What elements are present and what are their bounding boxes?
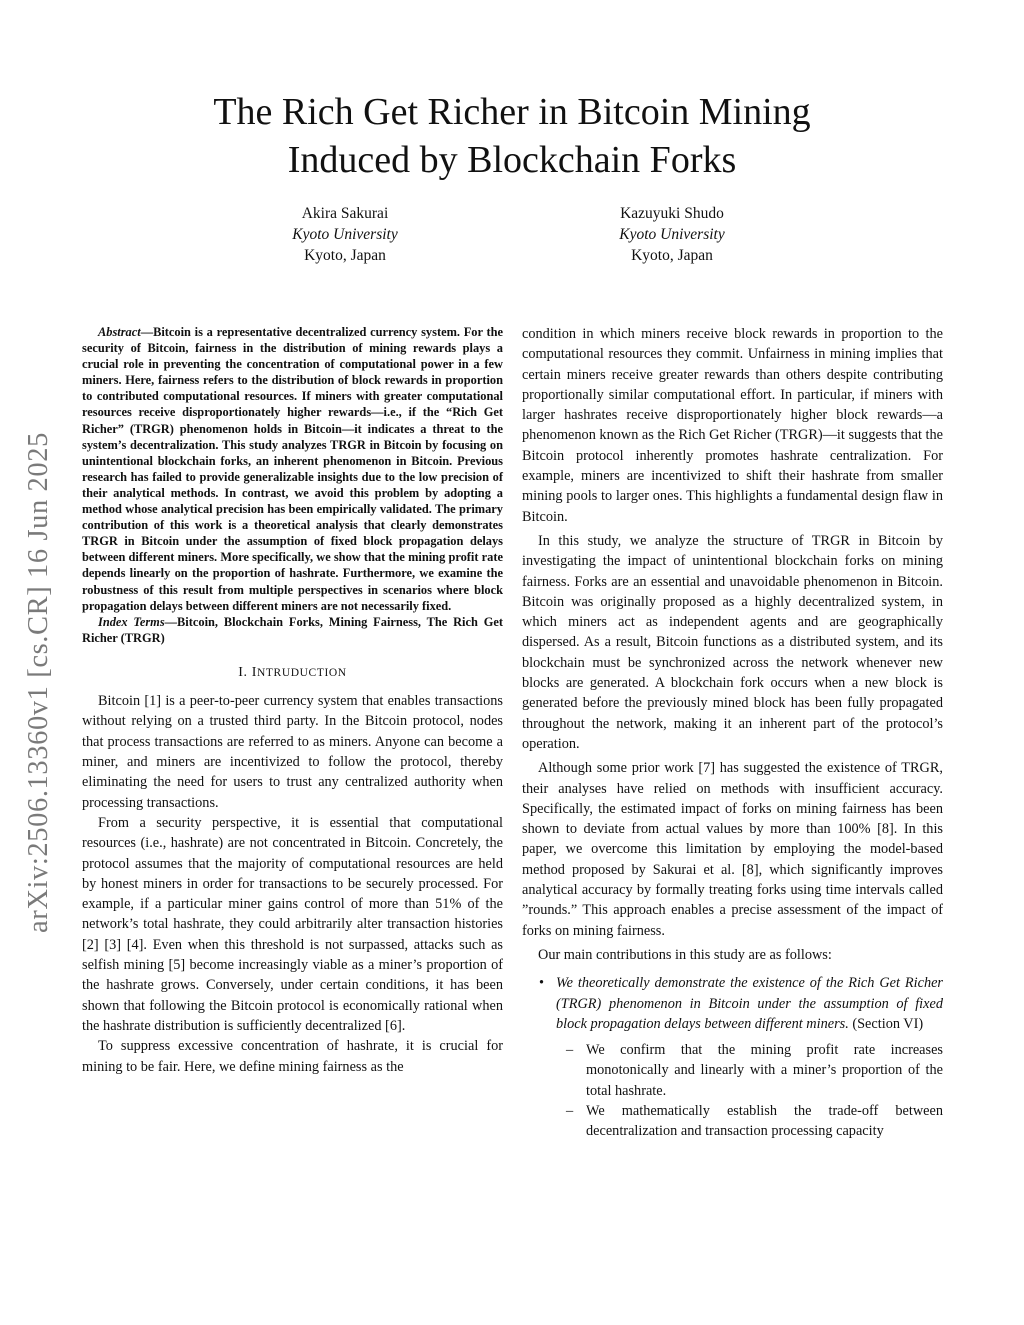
- arxiv-stamp: [22, 375, 56, 990]
- section-heading: [82, 663, 503, 683]
- left-column: [82, 324, 503, 1077]
- abstract-text: —Bitcoin is a representative decentralized currency system. For the security of Bitcoin, fairness in the distribution of mining rewards plays a crucial role in preventing the concentration of computational power in a few miners. Here, fairness refers to the distribution of block rewards in proportion to contributed computational resources. If miners with greater computational resources receive disproportionately higher rewards—i.e., if the “Rich Get Richer” (TRGR) phenomenon holds in Bitcoin—it indicates a threat to the system’s decentralization. This study analyzes TRGR in Bitcoin by focusing on unintentional blockchain forks, an inherent phenomenon in Bitcoin. Previous research has failed to provide generalizable insights due to the low precision of their analytical methods. In contrast, we avoid this problem by adopting a method whose analytical precision has been empirically validated. The primary contribution of this work is a theoretical analysis that clearly demonstrates TRGR in Bitcoin under the assumption of fixed block propagation delays between different miners. More specifically, we show that the mining profit rate depends linearly on the proportion of hashrate. Furthermore, we examine the robustness of this result from multiple perspectives in scenarios where block propagation delays between different miners are not necessarily fixed.: [82, 325, 503, 613]
- dash-icon: –: [566, 1042, 574, 1059]
- paragraph: condition in which miners receive block rewards in proportion to the computational resources they commit. Unfairness in mining implies that certain miners receive greater rewards than others despite contributing proportionally similar computational effort. In particular, if miners with larger hashrates receive disproportionately higher block rewards—a phenomenon known as the Rich Get Richer (TRGR)—it suggests that the Bitcoin protocol inherently promotes hashrate centralization. For example, miners are incentivized to shift their hashrate from smaller mining pools to larger ones. This highlights a fundamental design flaw in Bitcoin.: [522, 326, 943, 525]
- author-block: [512, 203, 832, 266]
- arxiv-id: arXiv:2506.13360v1 [cs.CR] 16 Jun 2025: [23, 432, 54, 933]
- paper-title: [82, 88, 942, 184]
- section-title: NTRUDUCTION: [257, 666, 347, 679]
- list-item: [522, 973, 943, 1141]
- dash-icon: –: [566, 1102, 574, 1119]
- contribution-text: We theoretically demonstrate the existence of the Rich Get Richer (TRGR) phenomenon in Bitcoin under the assumption of fixed block propagation delays between different miners.: [556, 975, 943, 1032]
- title-line-1: The Rich Get Richer in Bitcoin Mining: [213, 91, 811, 133]
- sub-list: [556, 1040, 943, 1141]
- section-reference: (Section VI): [848, 1015, 924, 1032]
- paragraph: Our main contributions in this study are as follows:: [538, 946, 832, 963]
- paragraph: From a security perspective, it is essential that computational resources (i.e., hashrate) are not concentrated in Bitcoin. Concretely, the protocol assumes that the majority of computational resources are held by honest miners in order for transactions to be securely processed. For example, if a particular miner gains control of more than 51% of the network’s total hashrate, they could arbitrarily alter transaction histories [2] [3] [4]. Even when this threshold is not surpassed, attacks such as selfish mining [5] become increasingly viable as a miner’s proportion of the hashrate grows. Conversely, under certain conditions, it has been shown that following the Bitcoin protocol is economically rational when the hashrate distribution is sufficiently decentralized [6].: [82, 814, 503, 1034]
- index-terms-label: Index Terms: [98, 614, 165, 629]
- paragraph: Although some prior work [7] has suggested the existence of TRGR, their analyses have relied on methods with insufficient accuracy. Specifically, the estimated impact of forks on mining fairness has been shown to deviate from actual values by more than 100% [8]. In this paper, we overcome this limitation by employing the model-based method proposed by Sakurai et al. [8], which significantly improves analytical accuracy by formally treating forks using time intervals called ”rounds.” This approach enables a precise assessment of the impact of forks on mining fairness.: [522, 760, 943, 939]
- author-affiliation: Kyoto University: [619, 226, 725, 243]
- author-block: [185, 203, 505, 266]
- author-affiliation: Kyoto University: [292, 226, 398, 243]
- paragraph: Bitcoin [1] is a peer-to-peer currency system that enables transactions without relying on a trusted third party. In the Bitcoin protocol, nodes that process transactions are referred to as miners. Anyone can become a miner, and miners are incentivized to follow the protocol, thereby eliminating the need for users to trust any centralized authority when processing transactions.: [82, 693, 503, 811]
- index-terms-text: —Bitcoin, Blockchain Forks, Mining Fairness, The Rich Get Richer (TRGR): [82, 614, 503, 645]
- sub-item-text: We mathematically establish the trade-off between decentralization and transaction processing capacity: [586, 1102, 943, 1140]
- author-name: Kazuyuki Shudo: [620, 205, 724, 222]
- index-terms: [82, 614, 503, 646]
- paragraph: To suppress excessive concentration of hashrate, it is crucial for mining to be fair. Here, we define mining fairness as the: [82, 1038, 503, 1075]
- author-name: Akira Sakurai: [301, 205, 389, 222]
- paragraph: In this study, we analyze the structure of TRGR in Bitcoin by investigating the impact of unintentional blockchain forks on mining fairness. Forks are an essential and unavoidable phenomenon in Bitcoin. Bitcoin was originally proposed as a highly decentralized system, in which miners act as independent agents and are geographically dispersed. As a result, Bitcoin functions as a distributed system, and its blockchain must be synchronized across the network whenever new blocks are generated. A blockchain fork occurs when a new block is generated before the previously mined block has been fully propagated throughout the network, making it an inherent part of the protocol’s operation.: [522, 532, 943, 752]
- title-line-2: Induced by Blockchain Forks: [287, 139, 737, 181]
- section-number: I. I: [238, 664, 258, 680]
- list-item: [556, 1101, 943, 1142]
- sub-item-text: We confirm that the mining profit rate increases monotonically and linearly with a miner’s proportion of the total hashrate.: [586, 1042, 943, 1099]
- list-item: [556, 1040, 943, 1101]
- author-location: Kyoto, Japan: [631, 247, 713, 264]
- right-column: [522, 324, 943, 1142]
- abstract-label: Abstract: [98, 325, 141, 339]
- bullet-icon: •: [539, 975, 545, 992]
- author-location: Kyoto, Japan: [304, 247, 386, 264]
- abstract: [82, 324, 503, 614]
- contributions-list: [522, 973, 943, 1141]
